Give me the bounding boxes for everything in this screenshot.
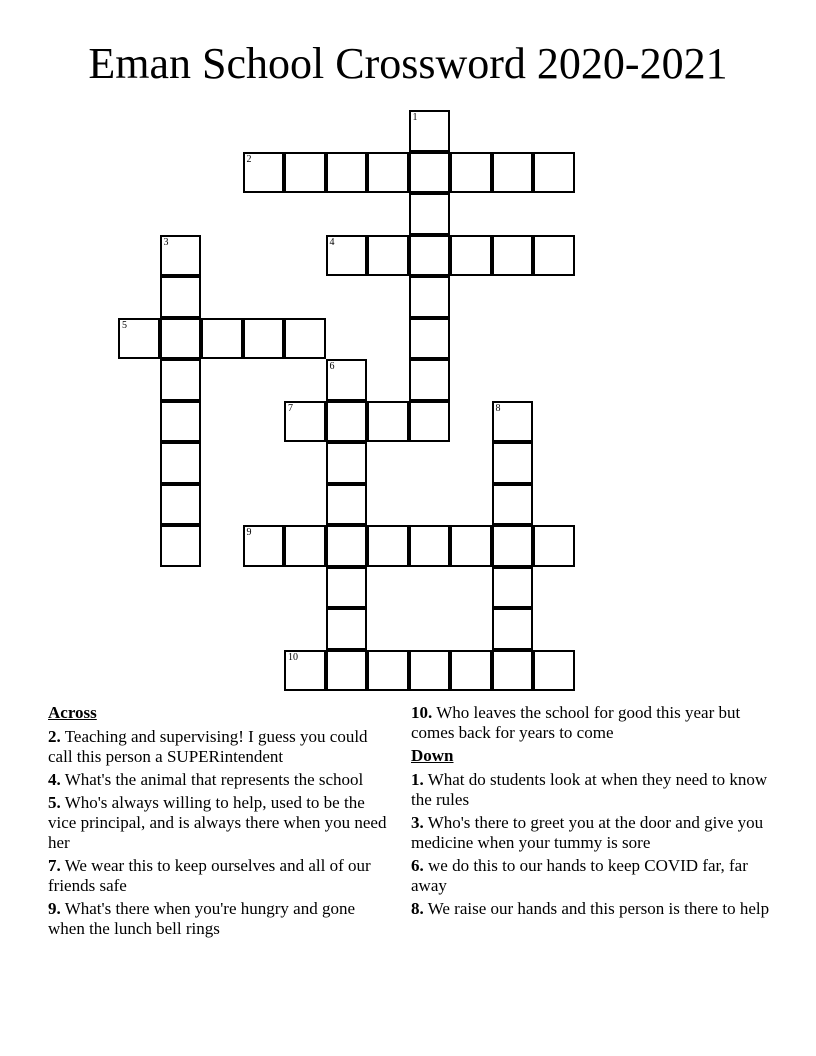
grid-cell[interactable]: [160, 401, 202, 443]
clue-text: we do this to our hands to keep COVID far, far away: [411, 856, 748, 895]
grid-cell[interactable]: [450, 525, 492, 567]
grid-cell[interactable]: [450, 650, 492, 692]
clue-text: Teaching and supervising! I guess you could call this person a SUPERintendent: [48, 727, 368, 766]
clue-number: 10.: [411, 703, 433, 722]
down-clue: [411, 856, 776, 896]
clue-number: 5.: [48, 793, 61, 812]
grid-cell[interactable]: [492, 525, 534, 567]
grid-cell[interactable]: [284, 650, 326, 692]
grid-cell[interactable]: [284, 525, 326, 567]
grid-cell[interactable]: [409, 650, 451, 692]
grid-cell[interactable]: [243, 318, 285, 360]
grid-cell[interactable]: [409, 318, 451, 360]
grid-cell[interactable]: [160, 359, 202, 401]
grid-cell[interactable]: [160, 235, 202, 277]
across-clue: [411, 703, 776, 743]
clue-text: Who's there to greet you at the door and give you medicine when your tummy is sore: [411, 813, 764, 852]
grid-cell[interactable]: [492, 235, 534, 277]
grid-cell[interactable]: [284, 318, 326, 360]
clue-number: 3.: [411, 813, 424, 832]
down-heading: Down: [411, 746, 454, 765]
grid-cell[interactable]: [533, 235, 575, 277]
grid-cell[interactable]: [160, 276, 202, 318]
cell-number: 9: [246, 527, 252, 538]
grid-cell[interactable]: [409, 110, 451, 152]
down-clue: [411, 899, 776, 919]
grid-cell[interactable]: [409, 359, 451, 401]
puzzle-title: Eman School Crossword 2020-2021: [88, 39, 728, 88]
clue-text: We raise our hands and this person is there to help: [427, 899, 770, 918]
grid-cell[interactable]: [492, 650, 534, 692]
cell-number: 3: [163, 236, 169, 248]
grid-cell[interactable]: [160, 442, 202, 484]
clues-left-column: [48, 703, 388, 942]
grid-cell[interactable]: [450, 235, 492, 277]
grid-cell[interactable]: [118, 318, 160, 360]
grid-cell[interactable]: [160, 318, 202, 360]
across-clue: [48, 856, 388, 896]
grid-cell[interactable]: [409, 152, 451, 194]
grid-cell[interactable]: [160, 525, 202, 567]
grid-cell[interactable]: [492, 401, 534, 443]
grid-cell[interactable]: [367, 235, 409, 277]
grid-cell[interactable]: [492, 152, 534, 194]
grid-cell[interactable]: [326, 567, 368, 609]
grid-cell[interactable]: [367, 525, 409, 567]
grid-cell[interactable]: [409, 276, 451, 318]
across-clue: [48, 899, 388, 939]
clue-text: What do students look at when they need to know the rules: [411, 770, 768, 809]
grid-cell[interactable]: [284, 152, 326, 194]
grid-cell[interactable]: [450, 152, 492, 194]
cell-number: 8: [495, 402, 501, 414]
grid-cell[interactable]: [326, 152, 368, 194]
grid-cell[interactable]: [326, 525, 368, 567]
cell-number: 7: [288, 402, 293, 414]
clue-text: Who leaves the school for good this year but comes back for years to come: [411, 703, 741, 742]
grid-cell[interactable]: [284, 401, 326, 443]
grid-cell[interactable]: [160, 484, 202, 526]
grid-cell[interactable]: [367, 650, 409, 692]
across-clue: [48, 770, 388, 790]
grid-cell[interactable]: [243, 152, 285, 194]
grid-cell[interactable]: [409, 193, 451, 235]
grid-cell[interactable]: [243, 525, 285, 567]
grid-cell[interactable]: [326, 235, 368, 277]
grid-cell[interactable]: [326, 442, 368, 484]
grid-cell[interactable]: [492, 484, 534, 526]
down-clue: [411, 770, 776, 810]
grid-cell[interactable]: [492, 442, 534, 484]
across-clue: [48, 727, 388, 767]
grid-cell[interactable]: [409, 235, 451, 277]
grid-cell[interactable]: [409, 401, 451, 443]
grid-cell[interactable]: [492, 567, 534, 609]
clue-text: What's there when you're hungry and gone when the lunch bell rings: [48, 899, 356, 938]
grid-cell[interactable]: [326, 484, 368, 526]
grid-cell[interactable]: [533, 650, 575, 692]
clue-number: 1.: [411, 770, 424, 789]
grid-cell[interactable]: [326, 401, 368, 443]
clue-number: 2.: [48, 727, 61, 746]
clue-text: We wear this to keep ourselves and all of our friends safe: [48, 856, 371, 895]
grid-cell[interactable]: [492, 608, 534, 650]
clue-number: 8.: [411, 899, 424, 918]
clue-number: 4.: [48, 770, 61, 789]
grid-cell[interactable]: [367, 152, 409, 194]
down-clue: [411, 813, 776, 853]
cell-number: 1: [412, 112, 418, 123]
grid-cell[interactable]: [533, 152, 575, 194]
clue-text: Who's always willing to help, used to be the vice principal, and is always there when you need her: [48, 793, 387, 852]
cell-number: 6: [329, 361, 335, 372]
clue-number: 7.: [48, 856, 61, 875]
clues-right-column: [411, 703, 776, 922]
across-heading: Across: [48, 703, 97, 722]
clue-text: What's the animal that represents the school: [64, 770, 364, 789]
cell-number: 2: [246, 153, 252, 165]
grid-cell[interactable]: [367, 401, 409, 443]
grid-cell[interactable]: [326, 608, 368, 650]
cell-number: 5: [122, 319, 127, 331]
clue-number: 6.: [411, 856, 424, 875]
grid-cell[interactable]: [201, 318, 243, 360]
grid-cell[interactable]: [326, 359, 368, 401]
grid-cell[interactable]: [326, 650, 368, 692]
across-clue: [48, 793, 388, 853]
clue-number: 9.: [48, 899, 61, 918]
grid-cell[interactable]: [533, 525, 575, 567]
grid-cell[interactable]: [409, 525, 451, 567]
cell-number: 10: [288, 651, 298, 663]
cell-number: 4: [329, 236, 335, 248]
